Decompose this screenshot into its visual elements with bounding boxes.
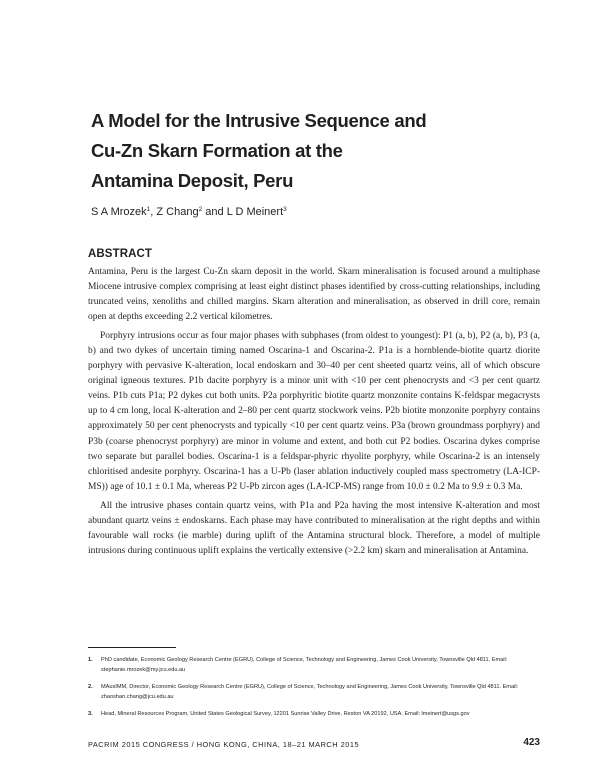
abstract-paragraph: Antamina, Peru is the largest Cu-Zn skarn deposit in the world. Skarn mineralisation is focused around a multiphase Miocene intrusive complex comprising at least eight distinct phases identified by cross-cutting relationships, including truncated veins, xenoliths and chilled margins. Skarn alteration and mineralisation, as observed in drill core, remain open at depths exceeding 2.2 vertical kilometres. <box>88 267 540 323</box>
author-separator: and <box>202 206 227 218</box>
author-name: L D Meinert <box>226 206 284 218</box>
abstract-body <box>88 265 540 559</box>
footnote-divider <box>88 647 176 648</box>
title-line: Cu-Zn Skarn Formation at the <box>91 140 343 161</box>
footnote-number: 3. <box>88 711 93 717</box>
paper-title <box>91 106 551 196</box>
footnote-text: PhD candidate, Economic Geology Research Centre (EGRU), College of Science, Technology and Engineering, James Cook University, Townsville Qld 4811. Email: stephanie.mrozek@my.jcu.edu.au <box>101 657 508 673</box>
running-footer: PACRIM 2015 CONGRESS / HONG KONG, CHINA, 18–21 MARCH 2015 <box>88 740 360 749</box>
abstract-paragraph: Porphyry intrusions occur as four major phases with subphases (from oldest to youngest): P1 (a, b), P2 (a, b), P3 (a, b) and two dykes of uncertain timing named Oscarina-1 and Oscarina-2. P1a is a hornblende-biotite quartz diorite porphyry with pervasive K-alteration, local endoskarn and 30–40 per cent sheeted quartz veins, all of which obscure original igneous textures. P1b dacite porphyry is a minor unit with <10 per cent phenocrysts and <3 per cent quartz veins. P1b cuts P1a; P2 dykes cut both units. P2a porphyritic biotite quartz monzonite contains K-feldspar megacrysts up to 4 cm long, local K-alteration and 2–80 per cent quartz stockwork veins. P2b biotite monzonite porphyry contains approximately 50 per cent phenocrysts and typically <10 per cent quartz veins. P3a (brown groundmass porphyry) and P3b (coarse phenocryst porphyry) are minor in volume and extent, and both cut P2 bodies. Oscarina dykes comprise two separate but parallel bodies. Oscarina-1 is a feldspar-phyric rhyolite porphyry, while Oscarina-2 is an intensely chloritised andesite porphyry. Oscarina-1 has a U-Pb (laser ablation inductively coupled mass spectrometry (LA-ICP-MS)) age of 10.1 ± 0.1 Ma, whereas P2 U-Pb zircon ages (LA-ICP-MS) range from 10.0 ± 0.2 Ma to 9.9 ± 0.3 Ma. <box>88 331 540 492</box>
author-name: S A Mrozek <box>91 206 147 218</box>
author-separator: , <box>150 206 157 218</box>
footnote-number: 2. <box>88 684 93 690</box>
abstract-paragraph: All the intrusive phases contain quartz veins, with P1a and P2a having the most intensive K-alteration and most abundant quartz veins ± endoskarns. Each phase may have contributed to mineralisation at the right depths and within favourable wall rocks (ie marble) during uplift of the Antamina structural block. Therefore, a model of multiple intrusions during continuous uplift explains the vertically extensive (>2.2 km) skarn and mineralisation at Antamina. <box>88 500 540 556</box>
page-number: 423 <box>523 737 540 748</box>
footnote <box>88 709 543 719</box>
footnote-number: 1. <box>88 657 93 663</box>
title-line: Antamina Deposit, Peru <box>91 170 294 191</box>
footnote <box>88 682 543 702</box>
footnote-text: MAusIMM, Director, Economic Geology Research Centre (EGRU), College of Science, Technology and Engineering, James Cook University, Townsville Qld 4811. Email: zhaoshan.chang@jcu.edu.au <box>101 684 519 700</box>
author-affiliation-marker: 3 <box>283 206 287 213</box>
author-list <box>91 206 287 218</box>
footnote <box>88 655 543 675</box>
author-affiliation-marker: 2 <box>198 206 203 213</box>
abstract-heading: ABSTRACT <box>88 248 153 260</box>
author-name: Z Chang <box>156 206 199 218</box>
footnote-text: Head, Mineral Resources Program, United States Geological Survey, 12201 Sunrise Valley Drive, Reston VA 20192, USA. Email: lmeinert@usgs.gov <box>101 711 470 717</box>
footnotes <box>88 655 543 726</box>
title-line: A Model for the Intrusive Sequence and <box>91 110 427 131</box>
author-affiliation-marker: 1 <box>146 206 151 213</box>
